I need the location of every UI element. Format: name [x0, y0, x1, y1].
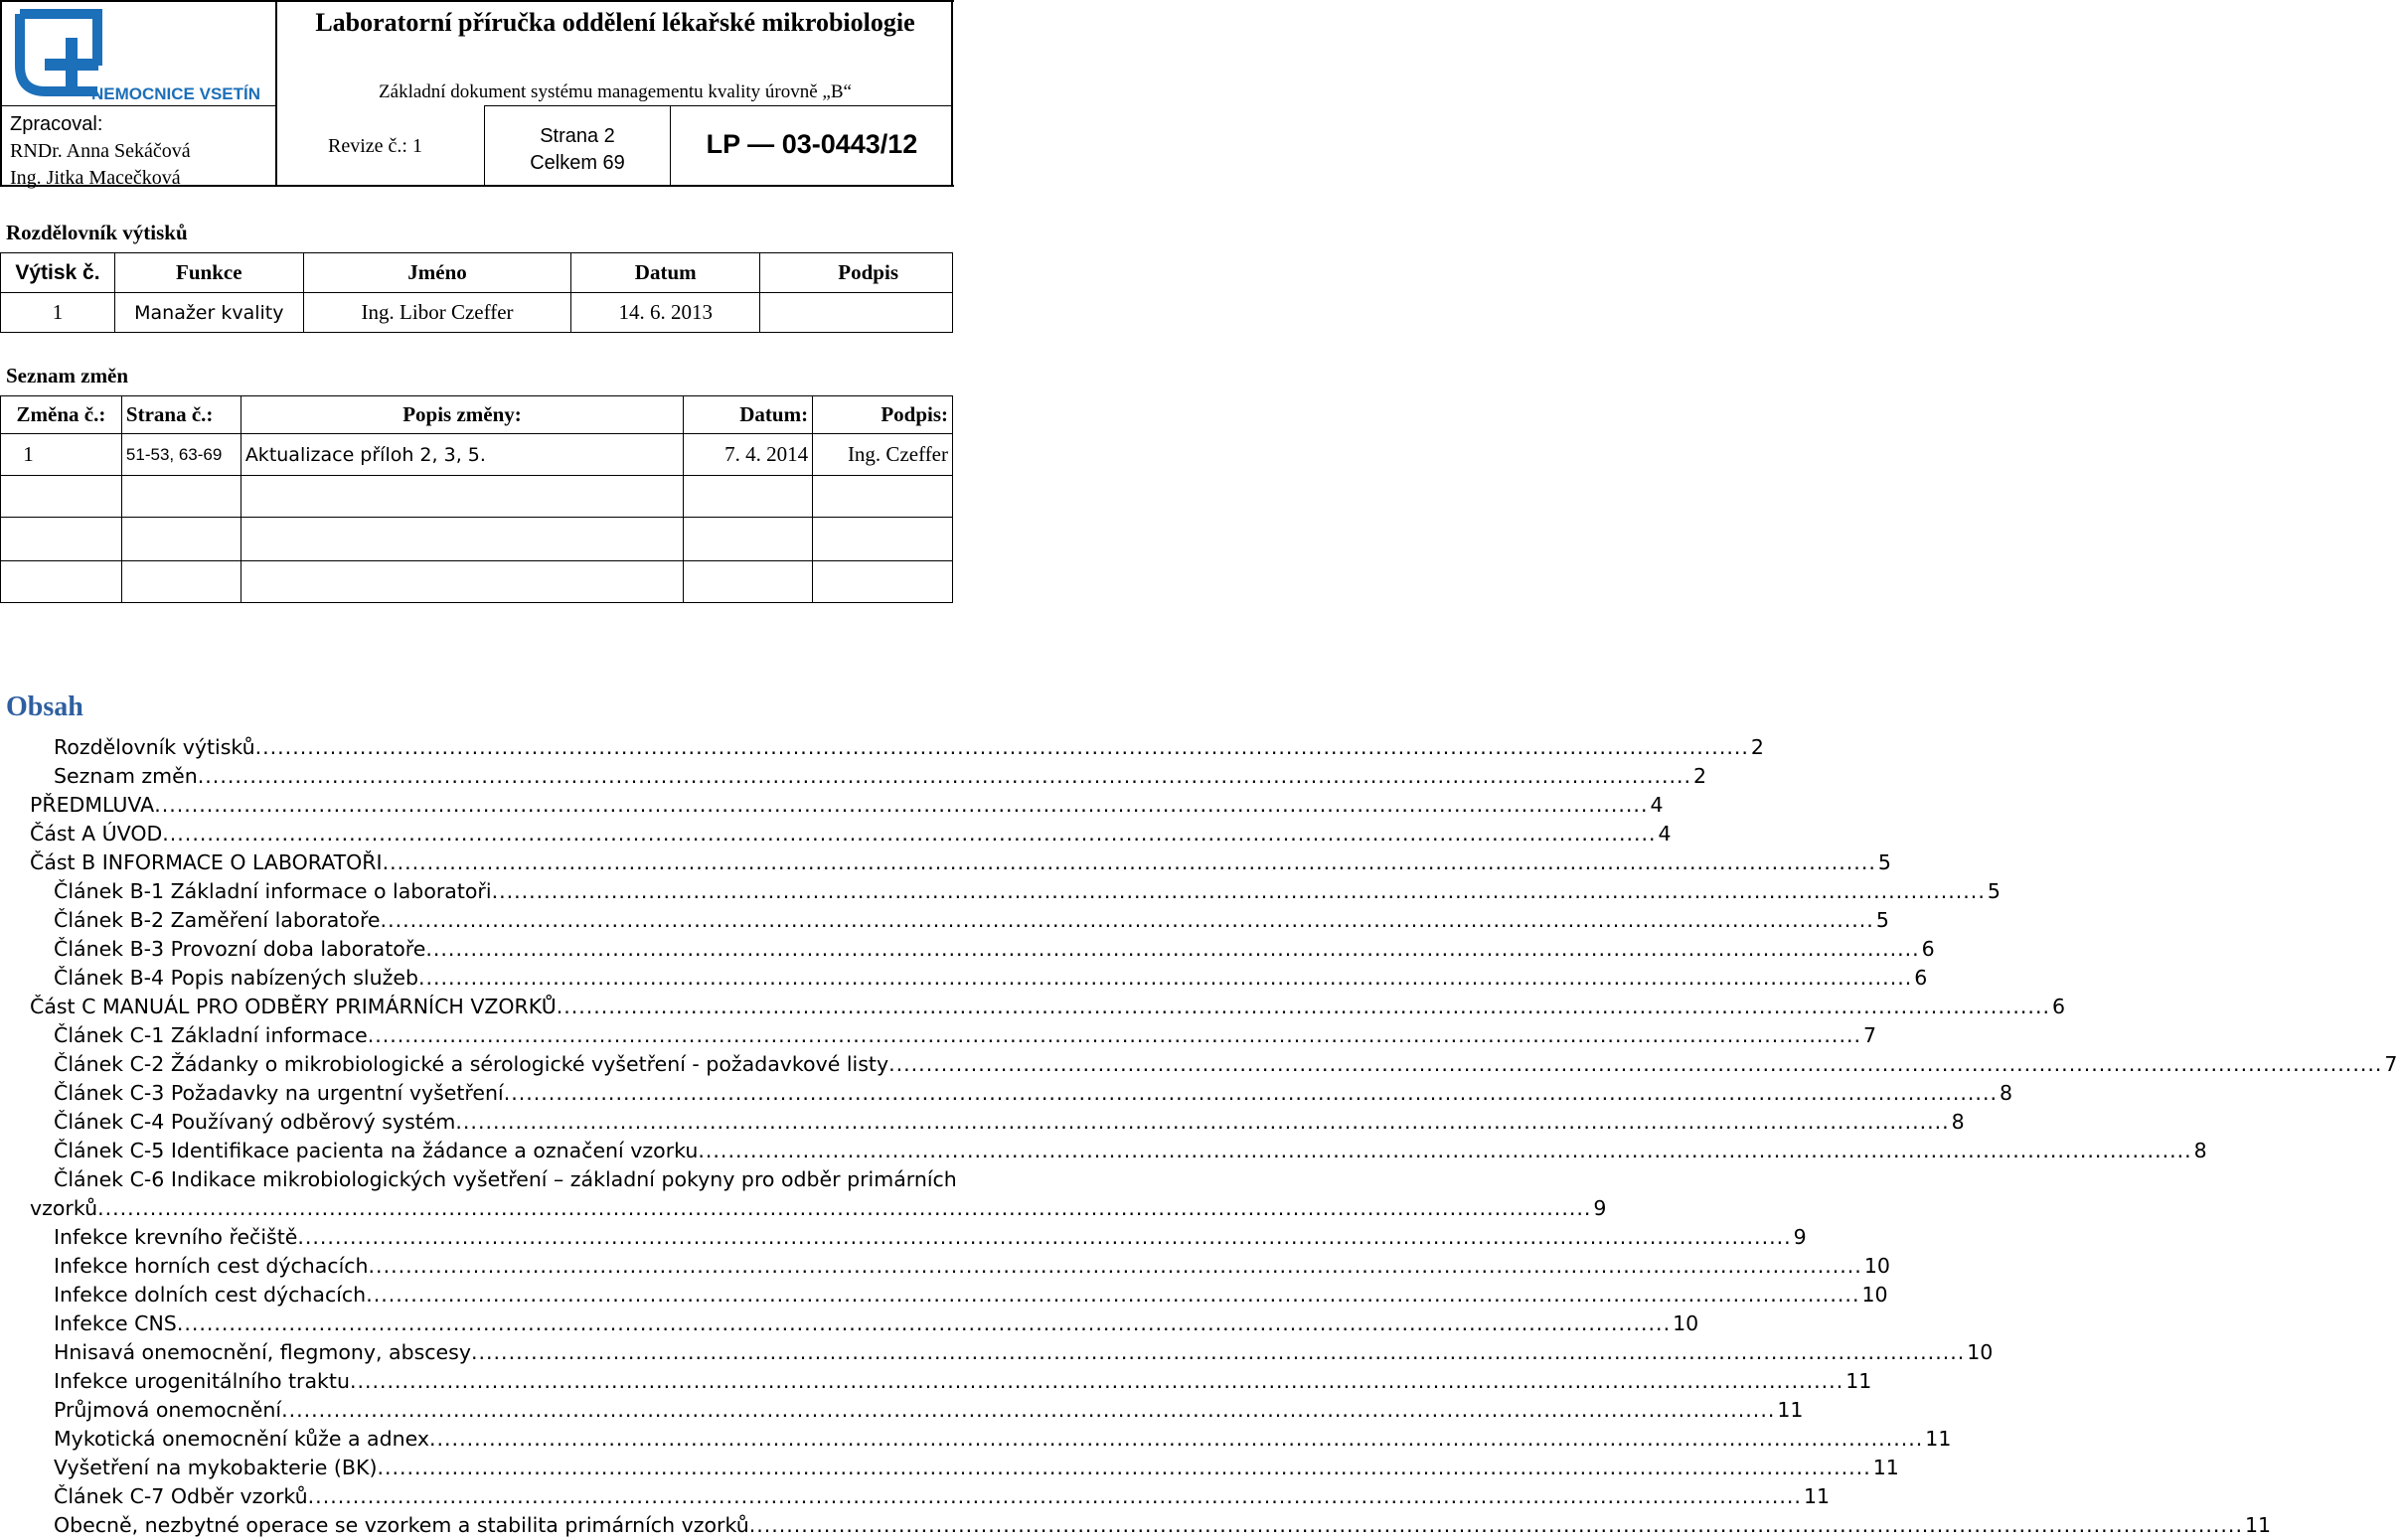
distribution-title: Rozdělovník výtisků — [6, 221, 188, 244]
changes-cell — [684, 518, 813, 561]
toc-entry-page: 4 — [1650, 793, 1664, 817]
toc-entry-text: Hnisavá onemocnění, flegmony, abscesy — [54, 1340, 471, 1364]
changes-cell — [121, 518, 240, 561]
toc-entry[interactable] — [0, 1281, 1888, 1309]
changes-cell — [684, 476, 813, 518]
changes-header-cell: Datum: — [684, 396, 813, 434]
toc-entry-text: Seznam změn — [54, 764, 198, 788]
prepared-label: Zpracoval: — [10, 113, 103, 135]
toc-entry-text: Infekce CNS — [54, 1311, 177, 1335]
changes-cell — [240, 518, 683, 561]
toc-entry-text: Rozdělovník výtisků — [54, 735, 255, 759]
toc-entry[interactable] — [0, 1511, 2272, 1540]
toc-leader-dots: ........................................................................................................................................................................................................ — [429, 1427, 1924, 1451]
toc-entry-page: 8 — [1999, 1081, 2013, 1105]
toc-entry[interactable] — [0, 848, 1891, 877]
toc-leader-dots: ........................................................................................................................................................................................................ — [162, 822, 1657, 846]
page-total: Celkem 69 — [530, 152, 625, 174]
toc-entry[interactable] — [0, 1021, 1877, 1050]
toc-leader-dots: ........................................................................................................................................................................................................ — [503, 1081, 1998, 1105]
toc-leader-dots: ........................................................................................................................................................................................................ — [556, 995, 2050, 1018]
toc-entry-page: 6 — [2051, 995, 2066, 1018]
distribution-header-cell: Datum — [571, 253, 760, 293]
toc-entry-page: 6 — [1921, 937, 1935, 961]
toc-entry-page: 11 — [1845, 1369, 1872, 1393]
changes-header-row — [1, 396, 953, 434]
toc-entry[interactable] — [0, 1252, 1890, 1281]
toc-entry-text: Mykotická onemocnění kůže a adnex — [54, 1427, 429, 1451]
toc-entry-text: Vyšetření na mykobakterie (BK) — [54, 1456, 378, 1479]
changes-cell — [1, 476, 122, 518]
toc-entry[interactable] — [0, 1108, 1965, 1137]
toc-entry-text: Článek C-2 Žádanky o mikrobiologické a sérologické vyšetření - požadavkové listy — [54, 1052, 889, 1076]
toc-entry[interactable] — [0, 1223, 1807, 1252]
toc-leader-dots: ........................................................................................................................................................................................................ — [307, 1484, 1802, 1508]
changes-header-cell: Změna č.: — [1, 396, 122, 434]
page-info — [487, 123, 668, 177]
toc-entry-page: 10 — [1861, 1283, 1888, 1307]
toc-entry[interactable] — [0, 791, 1664, 820]
toc-entry-text: Článek B-1 Základní informace o laboratoři — [54, 879, 492, 903]
toc-leader-dots: ........................................................................................................................................................................................................ — [297, 1225, 1792, 1249]
toc-entry-text: Článek C-3 Požadavky na urgentní vyšetření — [54, 1081, 504, 1105]
toc-entry[interactable] — [0, 1454, 1899, 1482]
toc-leader-dots: ........................................................................................................................................................................................................ — [698, 1139, 2192, 1162]
toc-leader-dots: ........................................................................................................................................................................................................ — [455, 1110, 1950, 1134]
toc-leader-dots: ........................................................................................................................................................................................................ — [97, 1196, 1592, 1220]
toc-entry-page: 11 — [1803, 1484, 1831, 1508]
changes-title: Seznam změn — [6, 364, 129, 387]
distribution-header-cell: Jméno — [303, 253, 571, 293]
changes-cell: 51-53, 63-69 — [121, 434, 240, 476]
document-subtitle: Základní dokument systému managementu kvality úrovně „B“ — [379, 81, 852, 102]
toc-entry-text: Článek C-7 Odběr vzorků — [54, 1484, 308, 1508]
changes-cell — [813, 518, 953, 561]
toc-entry-page: 9 — [1593, 1196, 1607, 1220]
table-row — [1, 476, 953, 518]
document-title: Laboratorní příručka oddělení lékařské mikrobiologie — [315, 8, 915, 37]
toc-entry-text: Článek B-2 Zaměření laboratoře — [54, 908, 381, 932]
toc-entry-page: 11 — [1872, 1456, 1899, 1479]
toc-leader-dots: ........................................................................................................................................................................................................ — [254, 735, 1749, 759]
toc-leader-dots: ........................................................................................................................................................................................................ — [197, 764, 1692, 788]
distribution-cell: 14. 6. 2013 — [571, 293, 760, 333]
changes-table — [0, 395, 953, 603]
toc-entry-page: 11 — [2244, 1513, 2272, 1537]
logo-text: NEMOCNICE VSETÍN — [91, 84, 261, 103]
toc-entry-page: 2 — [1750, 735, 1764, 759]
changes-header-cell: Popis změny: — [240, 396, 683, 434]
prepared-by-1: RNDr. Anna Sekáčová — [10, 140, 191, 162]
toc-entry-text: Článek C-4 Používaný odběrový systém — [54, 1110, 456, 1134]
toc-entry-page: 7 — [1863, 1023, 1877, 1047]
toc-entry-page: 5 — [1877, 850, 1891, 874]
table-of-contents — [0, 733, 2398, 1540]
changes-cell: Aktualizace příloh 2, 3, 5. — [240, 434, 683, 476]
toc-entry[interactable] — [0, 1425, 1952, 1454]
toc-leader-dots: ........................................................................................................................................................................................................ — [366, 1283, 1860, 1307]
toc-leader-dots: ........................................................................................................................................................................................................ — [417, 966, 1913, 990]
toc-entry-page: 11 — [1777, 1398, 1804, 1422]
toc-leader-dots: ........................................................................................................................................................................................................ — [368, 1254, 1862, 1278]
changes-cell — [1, 561, 122, 603]
toc-entry-text: Infekce urogenitálního traktu — [54, 1369, 350, 1393]
toc-entry-page: 8 — [1951, 1110, 1965, 1134]
toc-entry-text: Část A ÚVOD — [30, 822, 163, 846]
distribution-header-cell: Funkce — [114, 253, 303, 293]
toc-entry-text: Infekce dolních cest dýchacích — [54, 1283, 367, 1307]
changes-cell — [813, 476, 953, 518]
changes-cell — [1, 518, 122, 561]
changes-cell — [684, 561, 813, 603]
toc-leader-dots: ........................................................................................................................................................................................................ — [380, 908, 1874, 932]
header-divider-logo — [275, 0, 277, 187]
toc-entry-text: PŘEDMLUVA — [30, 793, 155, 817]
toc-entry-text: Článek C-6 Indikace mikrobiologických vyšetření – základní pokyny pro odběr primárních — [54, 1167, 957, 1191]
toc-entry-page: 9 — [1793, 1225, 1807, 1249]
table-row — [1, 293, 953, 333]
changes-cell — [121, 561, 240, 603]
toc-entry-page: 10 — [1673, 1311, 1699, 1335]
changes-cell — [240, 561, 683, 603]
toc-entry[interactable] — [0, 1050, 2398, 1079]
toc-entry-text: Obecně, nezbytné operace se vzorkem a stabilita primárních vzorků — [54, 1513, 749, 1537]
toc-entry-text: Infekce horních cest dýchacích — [54, 1254, 369, 1278]
distribution-header-cell: Výtisk č. — [1, 253, 115, 293]
changes-cell — [121, 476, 240, 518]
header-border-left — [0, 0, 2, 187]
changes-cell: Ing. Czeffer — [813, 434, 953, 476]
toc-leader-dots: ........................................................................................................................................................................................................ — [281, 1398, 1776, 1422]
toc-entry[interactable] — [0, 820, 1672, 848]
toc-entry-page: 8 — [2193, 1139, 2207, 1162]
toc-entry-page: 4 — [1658, 822, 1672, 846]
toc-leader-dots: ........................................................................................................................................................................................................ — [367, 1023, 1861, 1047]
toc-title: Obsah — [6, 692, 83, 722]
prepared-by — [10, 111, 191, 192]
header-divider-page — [670, 105, 671, 187]
distribution-cell: Ing. Libor Czeffer — [303, 293, 571, 333]
header-divider-logo-bottom — [0, 105, 277, 106]
toc-leader-dots: ........................................................................................................................................................................................................ — [176, 1311, 1672, 1335]
toc-leader-dots: ........................................................................................................................................................................................................ — [349, 1369, 1844, 1393]
distribution-cell: 1 — [1, 293, 115, 333]
distribution-table — [0, 252, 953, 333]
toc-entry-text: Průjmová onemocnění — [54, 1398, 282, 1422]
toc-leader-dots: ........................................................................................................................................................................................................ — [470, 1340, 1966, 1364]
distribution-header-cell: Podpis — [760, 253, 953, 293]
revision-number: Revize č.: 1 — [328, 135, 422, 157]
distribution-cell: Manažer kvality — [114, 293, 303, 333]
header-divider-title-bottom — [484, 105, 953, 106]
toc-entry[interactable] — [0, 1137, 2207, 1165]
toc-entry[interactable] — [0, 1396, 1804, 1425]
toc-leader-dots: ........................................................................................................................................................................................................ — [425, 937, 1920, 961]
toc-entry[interactable] — [0, 964, 1928, 993]
toc-entry[interactable] — [0, 1079, 2013, 1108]
hospital-logo — [14, 8, 268, 103]
distribution-header-row — [1, 253, 953, 293]
toc-entry-page: 6 — [1914, 966, 1928, 990]
changes-cell — [240, 476, 683, 518]
changes-cell: 1 — [1, 434, 122, 476]
toc-entry-text: vzorků — [30, 1196, 98, 1220]
toc-entry[interactable] — [0, 1165, 957, 1194]
toc-entry[interactable] — [0, 877, 2001, 906]
toc-entry[interactable] — [0, 1194, 1607, 1223]
toc-entry[interactable] — [0, 935, 1935, 964]
toc-leader-dots: ........................................................................................................................................................................................................ — [491, 879, 1986, 903]
toc-entry[interactable] — [0, 993, 2066, 1021]
prepared-by-2: Ing. Jitka Macečková — [10, 167, 181, 189]
toc-entry-page: 11 — [1925, 1427, 1952, 1451]
toc-entry-text: Část B INFORMACE O LABORATOŘI — [30, 850, 383, 874]
toc-entry-text: Článek C-1 Základní informace — [54, 1023, 368, 1047]
toc-leader-dots: ........................................................................................................................................................................................................ — [888, 1052, 2383, 1076]
table-row — [1, 518, 953, 561]
table-row — [1, 561, 953, 603]
header-border-top — [0, 0, 954, 2]
toc-entry[interactable] — [0, 906, 1889, 935]
distribution-cell — [760, 293, 953, 333]
toc-leader-dots: ........................................................................................................................................................................................................ — [748, 1513, 2243, 1537]
toc-entry-text: Článek B-3 Provozní doba laboratoře — [54, 937, 426, 961]
toc-entry[interactable] — [0, 762, 1707, 791]
document-code: LP — 03-0443/12 — [706, 129, 918, 159]
toc-entry-text: Infekce krevního řečiště — [54, 1225, 298, 1249]
toc-entry[interactable] — [0, 1482, 1831, 1511]
toc-entry-page: 10 — [1863, 1254, 1890, 1278]
toc-entry[interactable] — [0, 1309, 1699, 1338]
changes-header-cell: Strana č.: — [121, 396, 240, 434]
toc-entry[interactable] — [0, 733, 1764, 762]
page-number: Strana 2 — [540, 125, 615, 147]
toc-entry-page: 5 — [1875, 908, 1889, 932]
toc-entry-text: Článek B-4 Popis nabízených služeb — [54, 966, 418, 990]
toc-entry[interactable] — [0, 1367, 1872, 1396]
toc-entry-text: Článek C-5 Identifikace pacienta na žádance a označení vzorku — [54, 1139, 699, 1162]
changes-cell — [813, 561, 953, 603]
toc-entry-page: 7 — [2384, 1052, 2398, 1076]
changes-cell: 7. 4. 2014 — [684, 434, 813, 476]
toc-entry-page: 2 — [1693, 764, 1707, 788]
toc-entry-page: 5 — [1987, 879, 2001, 903]
toc-leader-dots: ........................................................................................................................................................................................................ — [377, 1456, 1871, 1479]
toc-entry-text: Část C MANUÁL PRO ODBĚRY PRIMÁRNÍCH VZORKŮ — [30, 995, 557, 1018]
changes-header-cell: Podpis: — [813, 396, 953, 434]
toc-entry-page: 10 — [1967, 1340, 1994, 1364]
table-row — [1, 434, 953, 476]
header-divider-rev — [484, 105, 485, 187]
toc-leader-dots: ........................................................................................................................................................................................................ — [154, 793, 1649, 817]
toc-leader-dots: ........................................................................................................................................................................................................ — [382, 850, 1876, 874]
toc-entry[interactable] — [0, 1338, 1994, 1367]
